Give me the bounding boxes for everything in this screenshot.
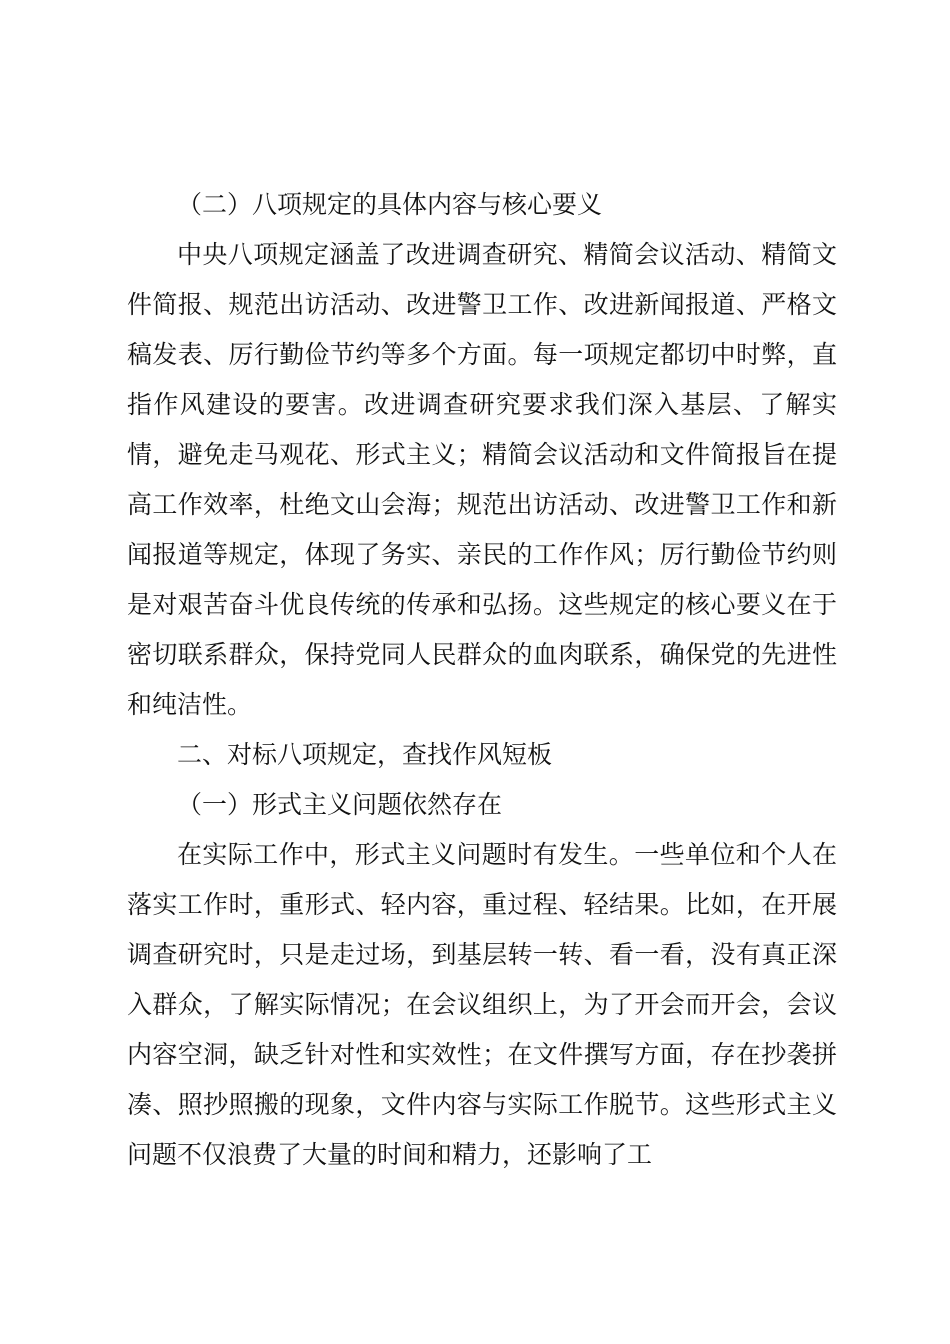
section-heading-find-shortcomings: 二、对标八项规定，查找作风短板 bbox=[177, 740, 553, 769]
section-heading-eight-regulations-content: （二）八项规定的具体内容与核心要义 bbox=[177, 190, 603, 219]
paragraph-formalism-issues: 在实际工作中，形式主义问题时有发生。一些单位和个人在落实工作时，重形式、轻内容，重过程、轻结果。比如，在开展调查研究时，只是走过场，到基层转一转、看一看，没有真正深入群众，了解实际情况；在会议组织上，为了开会而开会，会议内容空洞，缺乏针对性和实效性；在文件撰写方面，存在抄袭拼凑、照抄照搬的现象，文件内容与实际工作脱节。这些形式主义问题不仅浪费了大量的时间和精力，还影响了工 bbox=[127, 840, 837, 1169]
subsection-heading-formalism: （一）形式主义问题依然存在 bbox=[177, 790, 503, 819]
paragraph-eight-regulations-summary: 中央八项规定涵盖了改进调查研究、精简会议活动、精简文件简报、规范出访活动、改进警卫工作、改进新闻报道、严格文稿发表、厉行勤俭节约等多个方面。每一项规定都切中时弊，直指作风建设的要害。改进调查研究要求我们深入基层、了解实情，避免走马观花、形式主义；精简会议活动和文件简报旨在提高工作效率，杜绝文山会海；规范出访活动、改进警卫工作和新闻报道等规定，体现了务实、亲民的工作作风；厉行勤俭节约则是对艰苦奋斗优良传统的传承和弘扬。这些规定的核心要义在于密切联系群众，保持党同人民群众的血肉联系，确保党的先进性和纯洁性。 bbox=[127, 240, 837, 719]
document-body bbox=[127, 180, 837, 1180]
